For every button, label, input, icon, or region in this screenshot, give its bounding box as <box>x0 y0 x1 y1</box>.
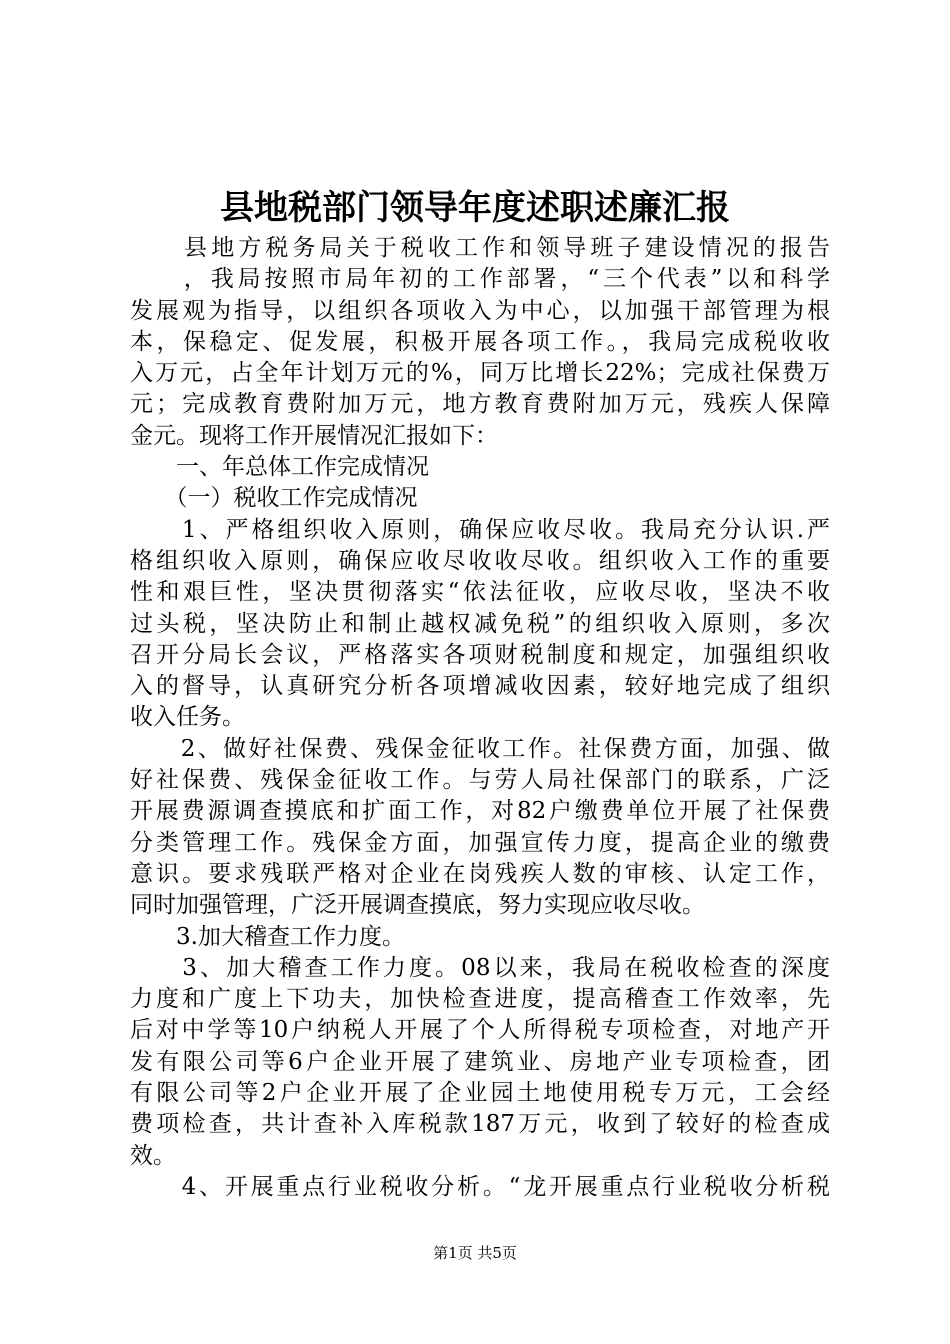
text-line: 过头税，坚决防止和制止越权减免税”的组织收入原则，多次 <box>130 610 830 637</box>
text-line: 开展费源调查摸底和扩面工作，对82户缴费单位开展了社保费 <box>130 798 830 825</box>
text-line: 3、加大稽查工作力度。08以来，我局在税收检查的深度 <box>130 954 830 981</box>
text-line: ，我局按照市局年初的工作部署，“三个代表”以和科学 <box>130 266 830 293</box>
text-line: 4、开展重点行业税收分析。“龙开展重点行业税收分析税 <box>130 1173 830 1200</box>
text-line: 收入任务。 <box>130 704 245 731</box>
text-line: 2、做好社保费、残保金征收工作。社保费方面，加强、做 <box>130 735 830 762</box>
text-line: 后对中学等10户纳税人开展了个人所得税专项检查，对地产开 <box>130 1017 830 1044</box>
text-line: 县地方税务局关于税收工作和领导班子建设情况的报告 <box>130 235 830 261</box>
text-line: 1、严格组织收入原则，确保应收尽收。我局充分认识.严 <box>130 516 830 543</box>
text-line: 分类管理工作。残保金方面，加强宣传力度，提高企业的缴费 <box>130 829 830 856</box>
text-line: 金元。现将工作开展情况汇报如下： <box>130 422 498 449</box>
text-line: 召开分局长会议，严格落实各项财税制度和规定，加强组织收 <box>130 641 830 668</box>
text-line: 发展观为指导，以组织各项收入为中心，以加强干部管理为根 <box>130 297 830 324</box>
document-title: 县地税部门领导年度述职述廉汇报 <box>220 188 730 228</box>
page-footer: 第1页 共5页 <box>433 1244 517 1262</box>
text-line: 费项检查，共计查补入库税款187万元，收到了较好的检查成 <box>130 1111 830 1138</box>
text-line: 力度和广度上下功夫，加快检查进度，提高稽查工作效率，先 <box>130 986 830 1013</box>
text-line: 性和艰巨性，坚决贯彻落实“依法征收，应收尽收，坚决不收 <box>130 579 830 606</box>
text-line: 入的督导，认真研究分析各项增减收因素，较好地完成了组织 <box>130 673 830 700</box>
text-line: 本，保稳定、促发展，积极开展各项工作。，我局完成税收收 <box>130 328 830 355</box>
text-line: 元；完成教育费附加万元，地方教育费附加万元，残疾人保障 <box>130 391 830 418</box>
subsection-heading: （一）税收工作完成情况 <box>130 485 418 512</box>
text-line: 好社保费、残保金征收工作。与劳人局社保部门的联系，广泛 <box>130 767 830 794</box>
document-body <box>130 233 830 1203</box>
text-line: 发有限公司等6户企业开展了建筑业、房地产业专项检查，团 <box>130 1048 830 1075</box>
text-line: 入万元，占全年计划万元的%，同万比增长22%；完成社保费万 <box>130 360 830 387</box>
text-line: 有限公司等2户企业开展了企业园土地使用税专万元，工会经 <box>130 1080 830 1107</box>
section-heading: 一、年总体工作完成情况 <box>130 454 429 481</box>
text-line: 效。 <box>130 1142 176 1169</box>
text-line: 3.加大稽查工作力度。 <box>130 923 405 950</box>
text-line: 格组织收入原则，确保应收尽收收尽收。组织收入工作的重要 <box>130 547 830 574</box>
text-line: 意识。要求残联严格对企业在岗残疾人数的审核、认定工作， <box>130 860 830 887</box>
text-line: 同时加强管理，广泛开展调查摸底，努力实现应收尽收。 <box>130 892 705 919</box>
